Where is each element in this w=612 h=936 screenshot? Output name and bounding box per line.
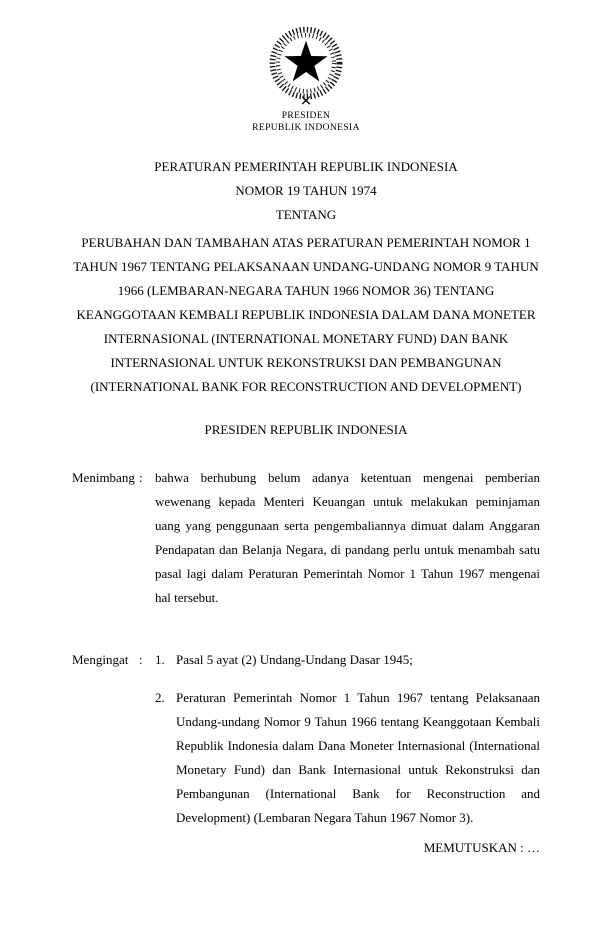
subject-line: KEANGGOTAAN KEMBALI REPUBLIK INDONESIA DALAM DANA MONETER	[76, 307, 536, 322]
subject-line: TAHUN 1967 TENTANG PELAKSANAAN UNDANG-UNDANG NOMOR 9 TAHUN	[73, 259, 539, 274]
memutuskan-continuation: MEMUTUSKAN : …	[423, 840, 540, 855]
subject-line: PERUBAHAN DAN TAMBAHAN ATAS PERATURAN PEMERINTAH NOMOR 1	[81, 235, 531, 250]
mengingat-items	[155, 648, 540, 830]
menimbang-label: Menimbang	[72, 470, 135, 485]
subject-line: 1966 (LEMBARAN-NEGARA TAHUN 1966 NOMOR 36) TENTANG	[117, 283, 495, 298]
regulation-title: PERATURAN PEMERINTAH REPUBLIK INDONESIA	[154, 159, 458, 174]
menimbang-text: bahwa berhubung belum adanya ketentuan mengenai pemberian wewenang kepada Menteri Keuangan untuk melakukan peminjaman uang yang penggunaan serta pengembaliannya dimuat dalam Anggaran Pendapatan dan Belanja Negara, di pandang perlu untuk menambah satu pasal lagi dalam Peraturan Pemerintah Nomor 1 Tahun 1967 mengenai hal tersebut.	[155, 470, 540, 605]
document-header	[0, 0, 612, 134]
presidential-star-wreath-emblem-icon	[264, 23, 348, 110]
mengingat-colon: :	[139, 652, 143, 667]
subject-line: INTERNASIONAL (INTERNATIONAL MONETARY FUND) DAN BANK	[103, 331, 509, 346]
institution-name-line1: PRESIDEN	[281, 111, 331, 121]
mengingat-item	[155, 686, 540, 830]
subject-line: INTERNASIONAL UNTUK REKONSTRUKSI DAN PEMBANGUNAN	[110, 355, 502, 370]
item-text: Peraturan Pemerintah Nomor 1 Tahun 1967 tentang Pelaksanaan Undang-undang Nomor 9 Tahun 1966 tentang Keanggotaan Kembali Republik Indonesia dalam Dana Moneter Internasional (International Monetary Fund) dan Bank Internasional untuk Rekonstruksi dan Pembangunan (International Bank for Reconstruction and Development) (Lembaran Negara Tahun 1967 Nomor 3).	[176, 690, 540, 825]
menimbang-clause	[72, 466, 540, 610]
item-number: 1.	[155, 652, 165, 667]
clauses-section	[72, 466, 540, 830]
item-number: 2.	[155, 690, 165, 705]
regulation-title-block	[0, 155, 612, 227]
regulation-subject	[40, 231, 572, 399]
about-label: TENTANG	[275, 207, 337, 222]
issuer-heading: PRESIDEN REPUBLIK INDONESIA	[204, 422, 408, 437]
regulation-number: NOMOR 19 TAHUN 1974	[235, 183, 377, 198]
item-text: Pasal 5 ayat (2) Undang-Undang Dasar 1945;	[176, 652, 413, 667]
institution-name-line2: REPUBLIK INDONESIA	[252, 123, 360, 133]
mengingat-clause	[72, 648, 540, 830]
mengingat-label: Mengingat	[72, 652, 129, 667]
subject-line: (INTERNATIONAL BANK FOR RECONSTRUCTION AND DEVELOPMENT)	[90, 379, 522, 394]
menimbang-colon: :	[139, 470, 143, 485]
mengingat-item	[155, 648, 540, 672]
